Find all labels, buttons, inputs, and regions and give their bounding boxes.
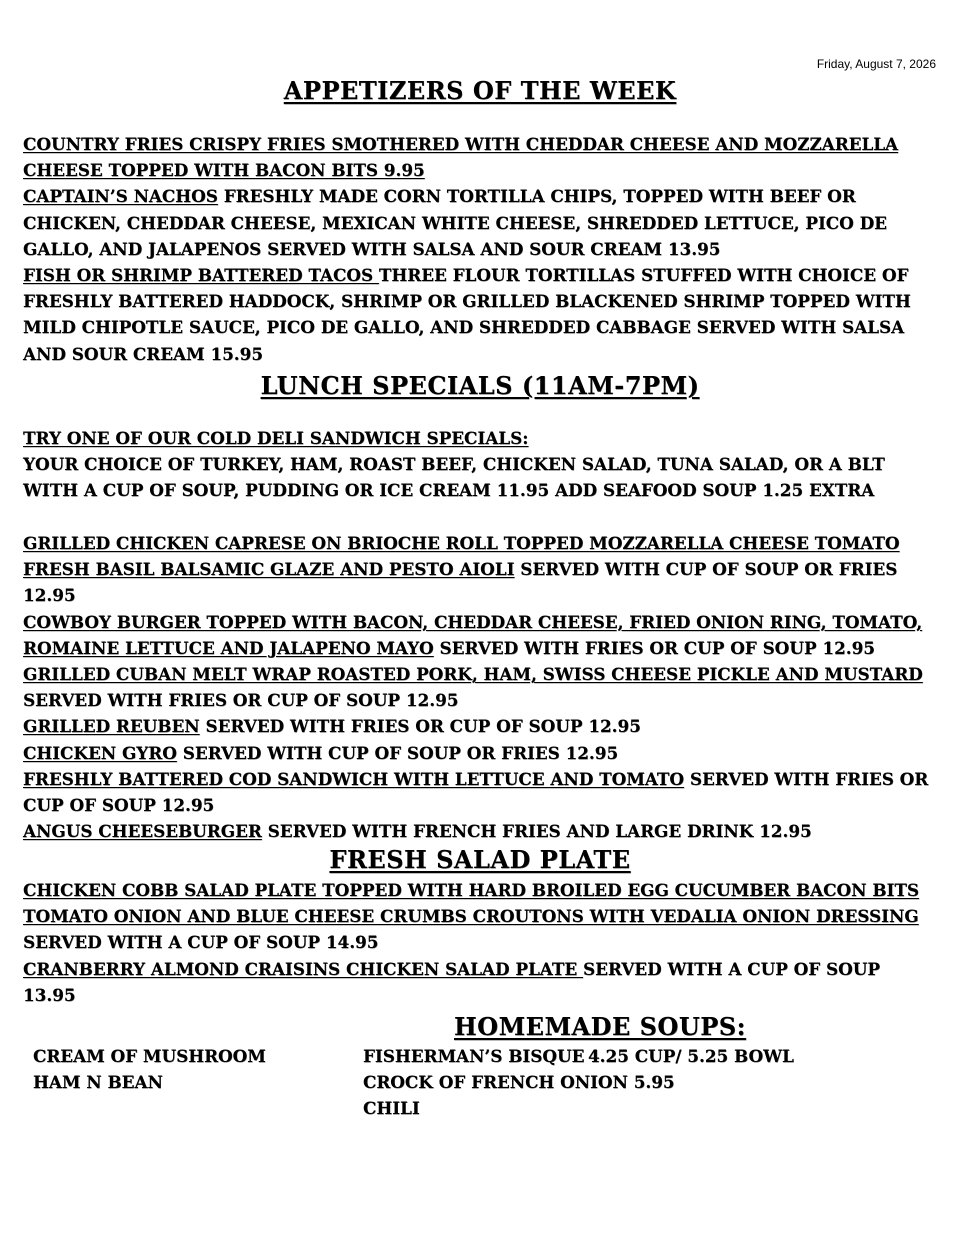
appetizer-name: CAPTAIN’S NACHOS [23, 186, 218, 207]
lunch-item-desc: SERVED WITH FRENCH FRIES AND LARGE DRINK 12.95 [261, 821, 812, 842]
lunch-item-name: ANGUS CHEESEBURGER [23, 821, 262, 842]
lunch-item-desc: SERVED WITH CUP OF SOUP OR FRIES 12.95 [176, 742, 619, 763]
lunch-item-name: COWBOY BURGER TOPPED WITH BACON, CHEDDAR CHEESE, FRIED ONION RING, TOMATO, ROMAINE LETTUCE AND JALAPENO MAYO [23, 611, 923, 658]
appetizer-item [23, 183, 938, 262]
date-label: Friday, August 7, 2026 [816, 57, 936, 71]
salad-item-name: CRANBERRY ALMOND CRAISINS CHICKEN SALAD PLATE [23, 958, 583, 979]
lunch-item-desc: SERVED WITH FRIES OR CUP OF SOUP 12.95 [199, 716, 641, 737]
soup-item: HAM N BEAN [33, 1072, 163, 1092]
soups-left-column [33, 1043, 266, 1095]
lunch-item [23, 818, 938, 844]
appetizer-desc: FRESHLY MADE CORN TORTILLA CHIPS, TOPPED WITH BEEF OR CHICKEN, CHEDDAR CHEESE, MEXICAN WHITE CHEESE, SHREDDED LETTUCE, PICO DE GALLO, AND JALAPENOS SERVED WITH SALSA AND SOUR CREAM 13.95 [23, 186, 887, 259]
lunch-item-name: GRILLED CUBAN MELT WRAP ROASTED PORK, HAM, SWISS CHEESE PICKLE AND MUSTARD [23, 664, 923, 685]
appetizer-desc: THREE FLOUR TORTILLAS STUFFED WITH CHOICE OF FRESHLY BATTERED HADDOCK, SHRIMP OR GRILLED BLACKENED SHRIMP TOPPED WITH MILD CHIPOTLE SAUCE, PICO DE GALLO, AND SHREDDED CABBAGE SERVED WITH SALSA AND SOUR CREAM 15.95 [23, 265, 911, 364]
lunch-item [23, 530, 938, 609]
salad-item-name: CHICKEN COBB SALAD PLATE TOPPED WITH HARD BROILED EGG CUCUMBER BACON BITS TOMATO ONION AND BLUE CHEESE CRUMBS CROUTONS WITH VEDALIA ONION DRESSING [23, 880, 919, 927]
lunch-item-name: GRILLED REUBEN [23, 716, 200, 737]
lunch-item-desc: SERVED WITH CUP OF SOUP OR FRIES 12.95 [23, 559, 898, 606]
salad-heading: FRESH SALAD PLATE [329, 845, 631, 874]
lunch-item [23, 609, 938, 661]
appetizer-name: FISH OR SHRIMP BATTERED TACOS [23, 265, 379, 286]
lunch-item-desc: SERVED WITH FRIES OR CUP OF SOUP 12.95 [23, 690, 459, 711]
appetizers-heading: APPETIZERS OF THE WEEK [283, 76, 677, 105]
salad-item [23, 877, 938, 956]
soup-item: CHILI [363, 1098, 420, 1118]
lunch-item-name: GRILLED CHICKEN CAPRESE ON BRIOCHE ROLL TOPPED MOZZARELLA CHEESE TOMATO FRESH BASIL BALSAMIC GLAZE AND PESTO AIOLI [23, 533, 900, 580]
appetizer-item [23, 262, 938, 367]
lunch-list [23, 530, 938, 844]
soup-item: CROCK OF FRENCH ONION 5.95 [363, 1072, 675, 1092]
appetizer-name: COUNTRY FRIES CRISPY FRIES SMOTHERED WITH CHEDDAR CHEESE AND MOZZARELLA CHEESE TOPPED WITH BACON BITS 9.95 [23, 134, 899, 181]
salad-item-desc: SERVED WITH A CUP OF SOUP 14.95 [23, 932, 379, 953]
salad-list [23, 877, 938, 1008]
lunch-item [23, 713, 938, 739]
lunch-item-name: FRESHLY BATTERED COD SANDWICH WITH LETTUCE AND TOMATO [23, 768, 685, 789]
soup-item: FISHERMAN’S BISQUE [363, 1046, 585, 1066]
lunch-item-desc: SERVED WITH FRIES OR CUP OF SOUP 12.95 [23, 768, 929, 816]
lunch-item [23, 740, 938, 766]
lunch-heading: LUNCH SPECIALS (11AM-7PM) [260, 371, 700, 400]
lunch-item [23, 661, 938, 713]
appetizer-item [23, 131, 938, 183]
lunch-item-desc: SERVED WITH FRIES OR CUP OF SOUP 12.95 [433, 637, 875, 658]
lunch-item [23, 766, 938, 818]
salad-item-desc: SERVED WITH A CUP OF SOUP 13.95 [23, 958, 881, 1005]
deli-heading: TRY ONE OF OUR COLD DELI SANDWICH SPECIALS: [23, 428, 529, 448]
deli-text: YOUR CHOICE OF TURKEY, HAM, ROAST BEEF, CHICKEN SALAD, TUNA SALAD, OR A BLT WITH A CUP OF SOUP, PUDDING OR ICE CREAM 11.95 ADD SEAFOOD SOUP 1.25 EXTRA [23, 454, 885, 501]
soup-item: CREAM OF MUSHROOM [33, 1046, 266, 1066]
appetizers-list [23, 131, 938, 367]
soups-heading: HOMEMADE SOUPS: [454, 1012, 746, 1041]
salad-item [23, 956, 938, 1008]
soup-price: 4.25 CUP/ 5.25 BOWL [588, 1046, 794, 1066]
lunch-item-name: CHICKEN GYRO [23, 742, 177, 763]
deli-section [23, 425, 938, 504]
